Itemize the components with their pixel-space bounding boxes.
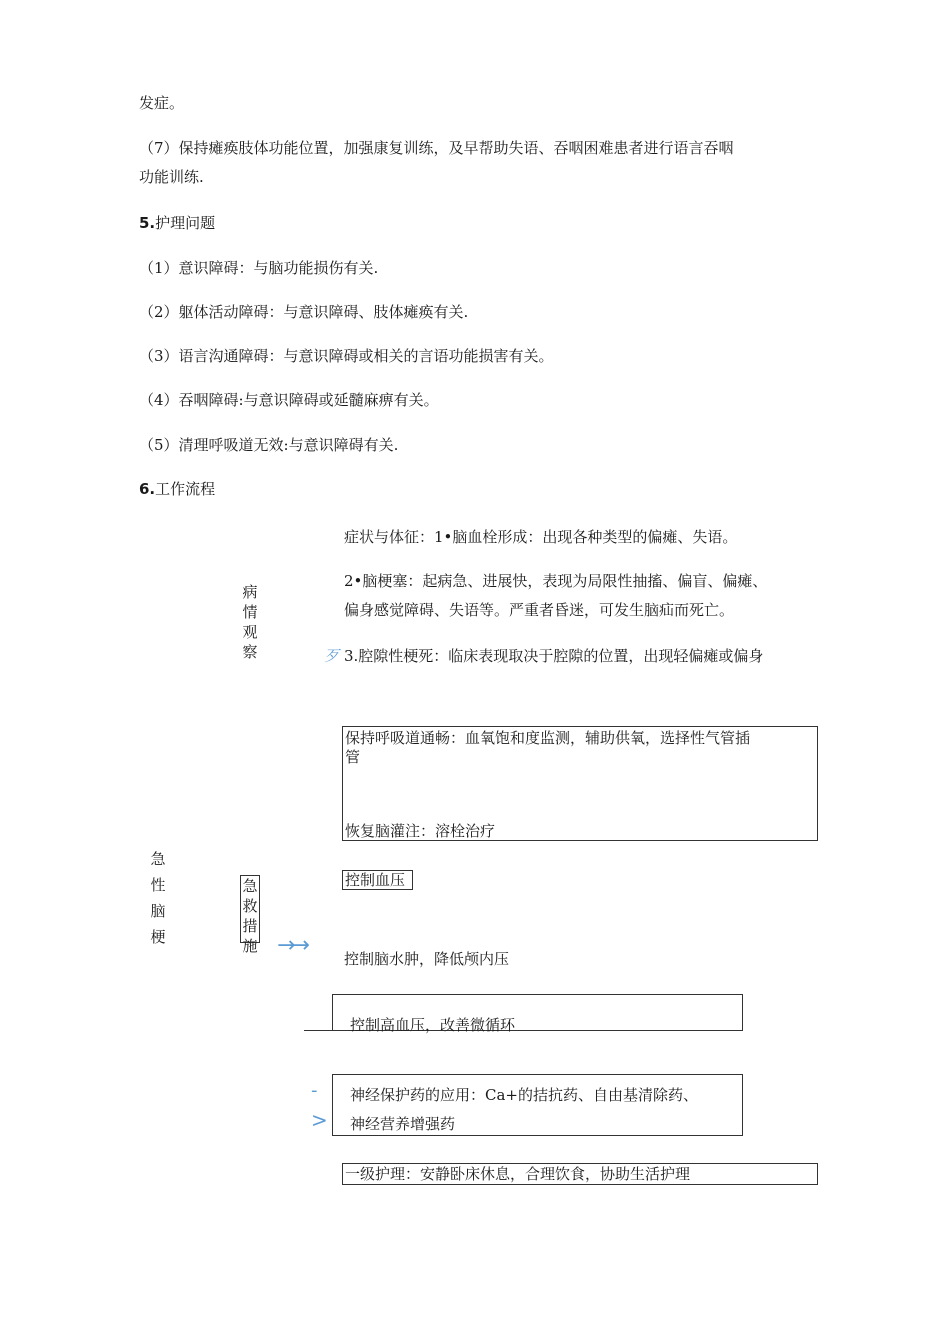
airway-text-a: 保持呼吸道通畅：血氧饱和度监测，辅助供氧，选择性气管插 [345,729,751,747]
section6-number: 6. [139,480,156,498]
obs-infarction-a: 2•脑梗塞：起病急、进展快，表现为局限性抽搐、偏盲、偏瘫、 [344,572,768,590]
section5-item-3: （3）语言沟通障碍：与意识障碍或相关的言语功能损害有关。 [139,347,554,365]
flow-observe-label: 病情观察 [242,583,258,661]
double-arrow-icon: →→ [277,933,306,958]
section6-heading [139,478,215,499]
obs-lacunar: 3.腔隙性梗死：临床表现取决于腔隙的位置，出现轻偏瘫或偏身 [344,647,764,665]
hypertension-text: 控制高血压，改善微循环 [350,1016,516,1034]
section6-title: 工作流程 [155,480,216,498]
gt-arrow-icon: > [311,1108,328,1132]
nursing-text: 一级护理：安静卧床休息，合理饮食，协助生活护理 [345,1165,691,1183]
section5-title: 护理问题 [155,214,216,232]
section5-number: 5. [139,214,156,232]
bp-text: 控制血压 [345,871,406,889]
perfusion-text: 恢复脑灌注：溶栓治疗 [345,822,496,840]
section5-item-5: （5）清理呼吸道无效:与意识障碍有关. [139,436,399,454]
airway-text-b: 管 [345,748,361,766]
intro-line-0: 发症。 [139,94,185,112]
obs-symptoms: 症状与体征：1•脑血栓形成：出现各种类型的偏瘫、失语。 [344,528,738,546]
neuro-text-b: 神经营养增强药 [350,1115,456,1133]
obs-infarction-b: 偏身感觉障碍、失语等。严重者昏迷，可发生脑疝而死亡。 [344,601,735,619]
intro-line-7b: 功能训练. [139,168,204,186]
flow-rescue-label: 急救措施 [240,875,260,943]
section5-heading [139,212,215,233]
obs-glyph: 歹 [324,647,340,665]
section5-item-2: （2）躯体活动障碍：与意识障碍、肢体瘫痪有关. [139,303,469,321]
dash-arrow-icon: - [311,1080,318,1101]
neuro-text-a: 神经保护药的应用：Ca+的拮抗药、自由基清除药、 [350,1086,698,1104]
section5-item-1: （1）意识障碍：与脑功能损伤有关. [139,259,379,277]
edema-text: 控制脑水肿，降低颅内压 [344,950,510,968]
flow-root-label: 急性脑梗 [150,850,166,946]
intro-line-7a: （7）保持瘫痪肢体功能位置，加强康复训练，及早帮助失语、吞咽困难患者进行语言吞咽 [139,139,734,157]
section5-item-4: （4）吞咽障碍:与意识障碍或延髓麻痹有关。 [139,391,439,409]
